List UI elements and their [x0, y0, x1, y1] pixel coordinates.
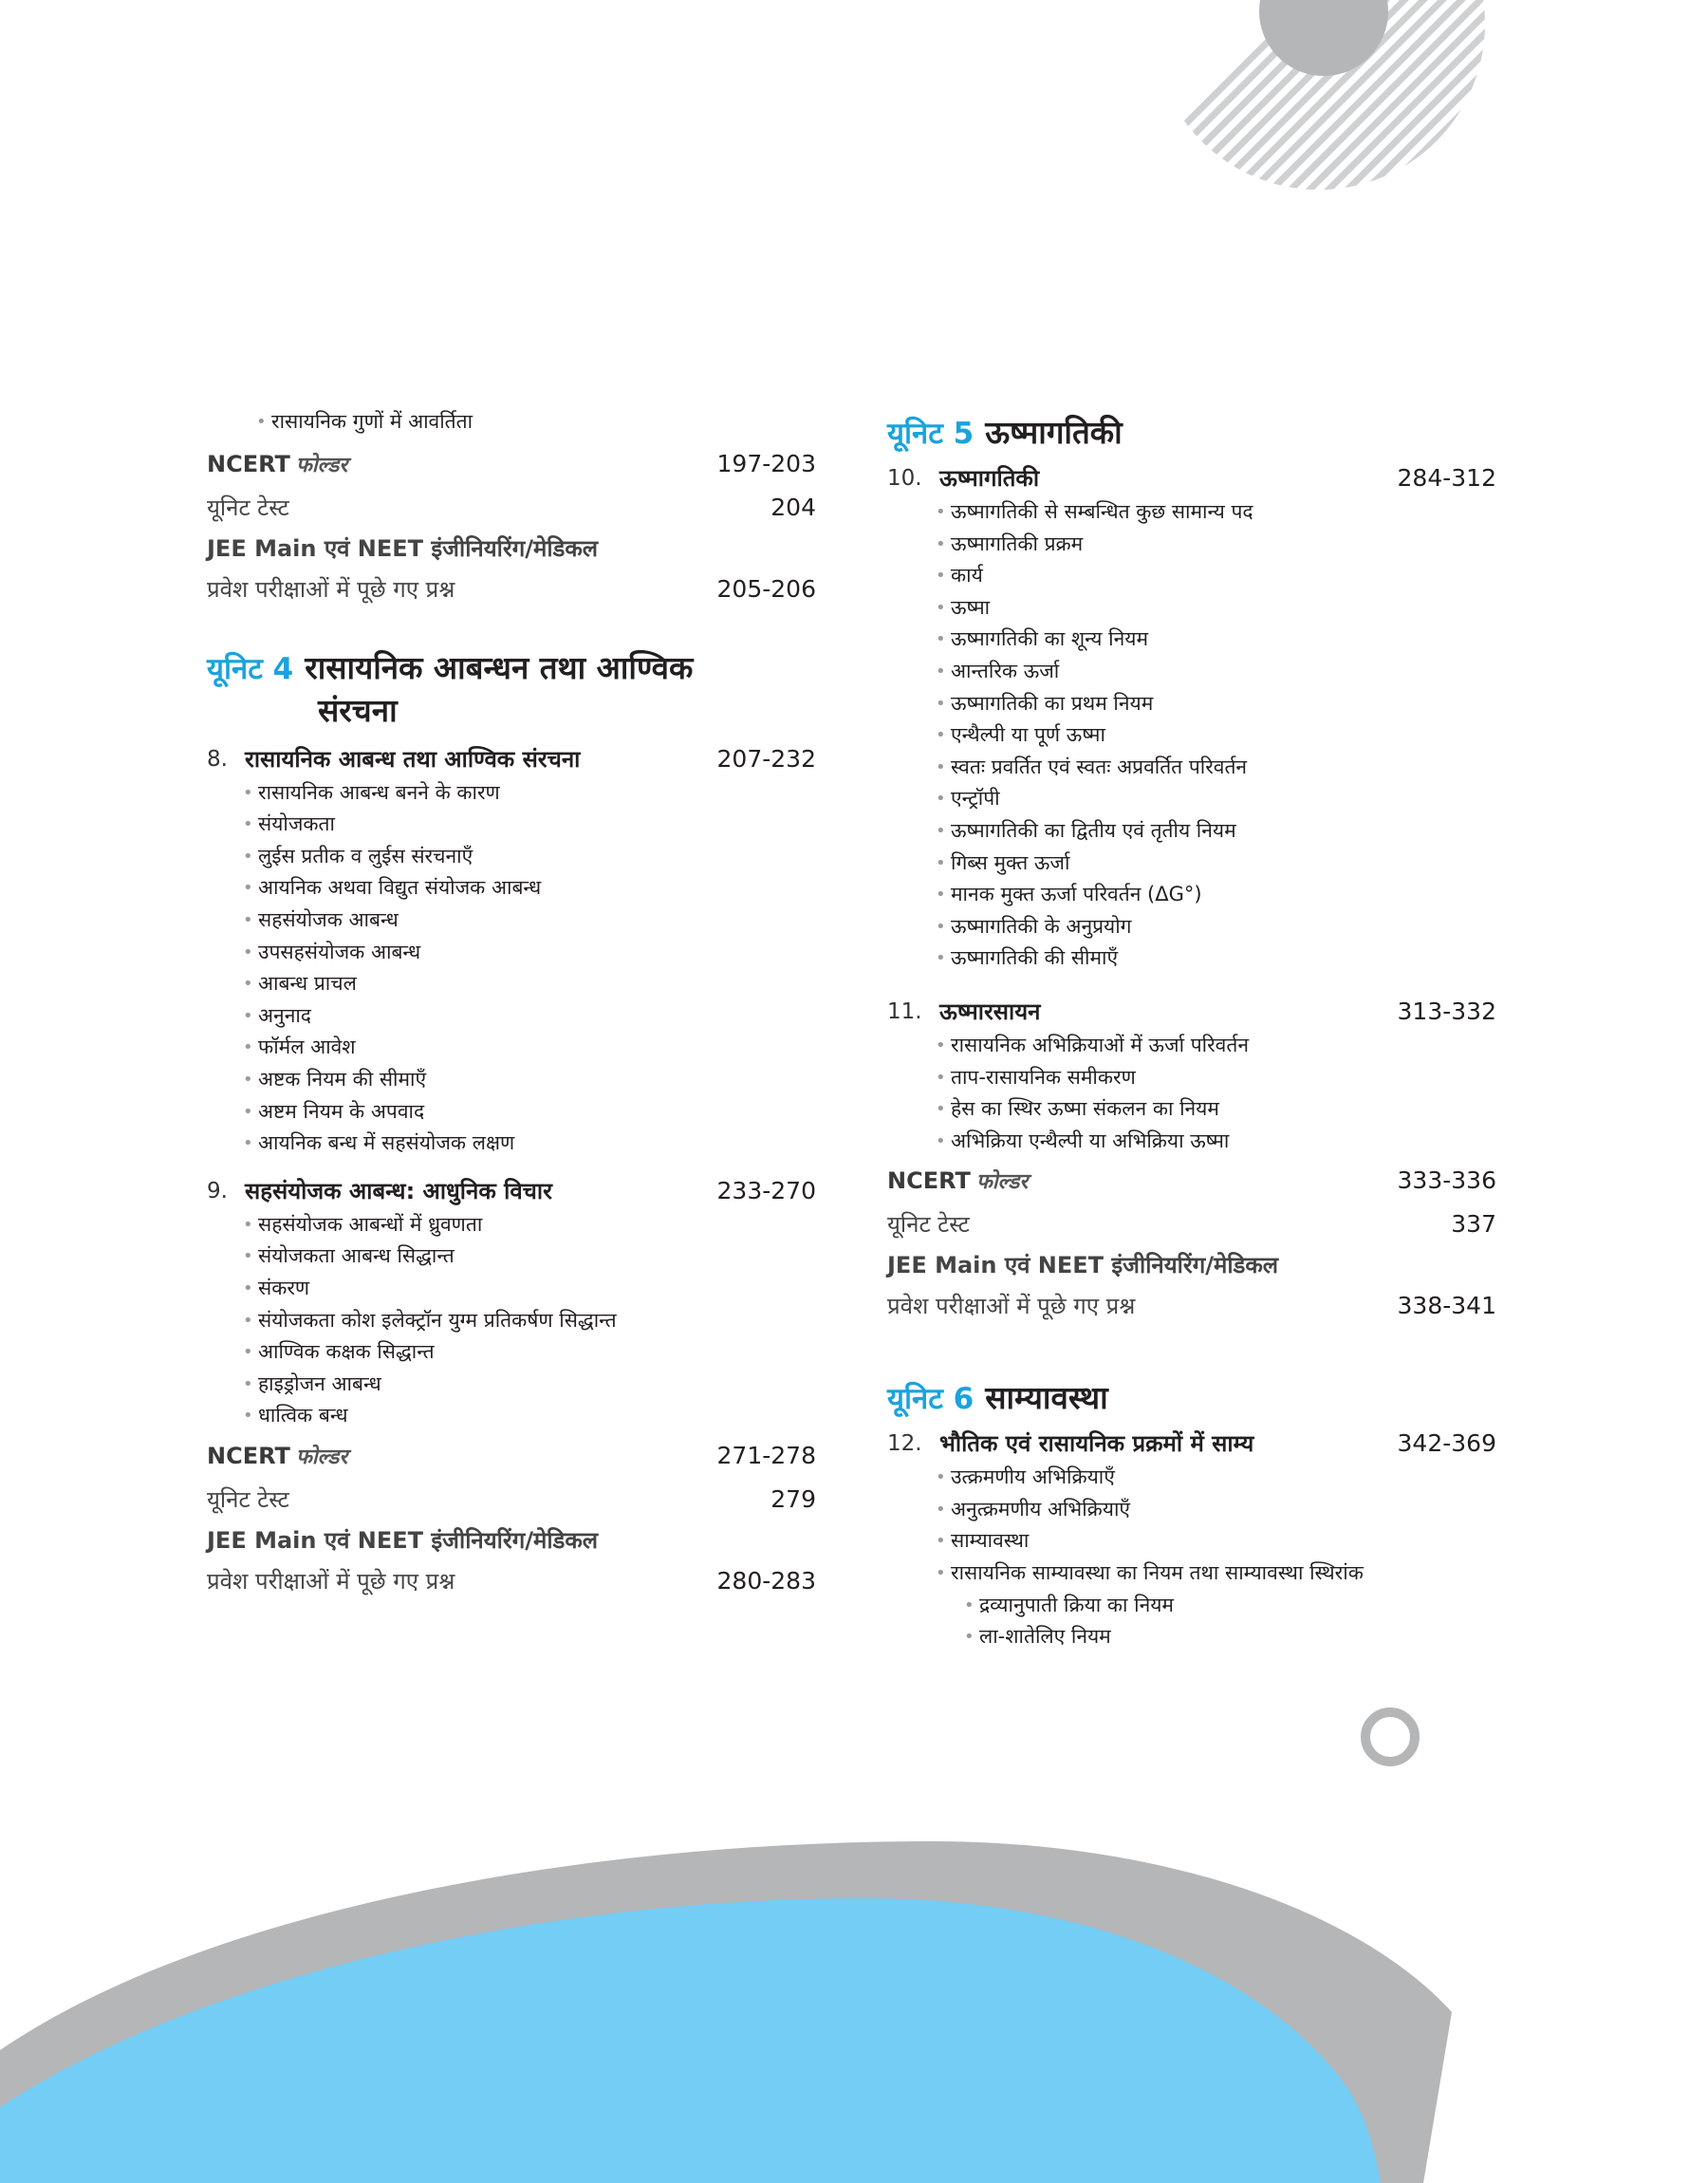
topic-item: • रासायनिक साम्यावस्था का नियम तथा साम्यावस्था स्थिरांक — [951, 1558, 1496, 1590]
chapter-10-entry[interactable] — [887, 460, 1496, 496]
topic-item: • अष्टक नियम की सीमाएँ — [258, 1064, 816, 1096]
ncert-label: NCERT — [207, 450, 290, 477]
topic-item: • रासायनिक गुणों में आवर्तिता — [271, 406, 816, 438]
topic-item: • संयोजकता कोश इलेक्ट्रॉन युग्म प्रतिकर्षण सिद्धान्त — [258, 1305, 816, 1337]
page-range: 271-278 — [716, 1441, 816, 1469]
page-range: 205-206 — [716, 574, 816, 603]
chapter-12-entry[interactable] — [887, 1426, 1496, 1462]
topic-item: • संयोजकता आबन्ध सिद्धान्त — [258, 1241, 816, 1273]
topic-item: • हेस का स्थिर ऊष्मा संकलन का नियम — [951, 1093, 1496, 1126]
exam-label-line2: प्रवेश परीक्षाओं में पूछे गए प्रश्न — [207, 1567, 455, 1595]
folder-label: फोल्डर — [295, 1445, 348, 1469]
page-range: 204 — [770, 493, 816, 521]
left-column — [207, 406, 816, 1603]
unit-test-label: यूनिट टेस्ट — [887, 1211, 970, 1239]
unit-number: यूनिट 5 — [887, 417, 975, 451]
page-range: 313-332 — [1397, 997, 1496, 1025]
chapter-11-entry[interactable] — [887, 994, 1496, 1030]
subtopic-item: • ला-शातेलिए नियम — [951, 1621, 1496, 1653]
page-range: 284-312 — [1397, 464, 1496, 492]
chapter-title: ऊष्मारसायन — [939, 998, 1041, 1025]
page-range: 338-341 — [1397, 1292, 1496, 1320]
unit-test-entry[interactable] — [207, 1478, 816, 1521]
folder-label: फोल्डर — [975, 1170, 1029, 1195]
chapter-11-topics — [887, 1030, 1496, 1157]
page-range: 333-336 — [1397, 1166, 1496, 1195]
right-column — [887, 406, 1496, 1667]
topic-item: • रासायनिक आबन्ध बनने के कारण — [258, 777, 816, 810]
exam-questions-entry-line2[interactable] — [887, 1284, 1496, 1328]
unit-number: यूनिट 4 — [207, 651, 294, 686]
chapter-8-topics — [207, 777, 816, 1160]
unit-title: साम्यावस्था — [985, 1379, 1108, 1417]
subtopic-item: • द्रव्यानुपाती क्रिया का नियम — [951, 1590, 1496, 1622]
chapter-9-entry[interactable] — [207, 1173, 816, 1209]
topic-item: • धात्विक बन्ध — [258, 1400, 816, 1432]
chapter-title: रासायनिक आबन्ध तथा आण्विक संरचना — [245, 745, 581, 773]
page-range: 279 — [770, 1484, 816, 1513]
page-range: 337 — [1451, 1210, 1496, 1239]
exam-label-line2: प्रवेश परीक्षाओं में पूछे गए प्रश्न — [887, 1293, 1136, 1320]
page-range: 197-203 — [716, 449, 816, 477]
chapter-title: सहसंयोजक आबन्ध: आधुनिक विचार — [245, 1177, 552, 1204]
chapter-number: 12. — [887, 1431, 922, 1457]
topic-item: • ऊष्मागतिकी के अनुप्रयोग — [951, 911, 1496, 943]
unit-test-label: यूनिट टेस्ट — [207, 494, 289, 521]
top-right-decoration — [1167, 0, 1547, 199]
topic-item: • आयनिक अथवा विद्युत संयोजक आबन्ध — [258, 872, 816, 905]
topic-item: • ऊष्मागतिकी का शून्य नियम — [951, 624, 1496, 656]
topic-item: • कार्य — [951, 560, 1496, 592]
page-range: 342-369 — [1397, 1429, 1496, 1458]
topic-item: • उत्क्रमणीय अभिक्रियाएँ — [951, 1462, 1496, 1494]
unit-6-heading — [887, 1375, 1496, 1418]
topic-item: • अनुत्क्रमणीय अभिक्रियाएँ — [951, 1494, 1496, 1526]
chapter-number: 11. — [887, 998, 922, 1024]
unit-title-line2: संरचना — [318, 691, 398, 729]
topic-item: • आण्विक कक्षक सिद्धान्त — [258, 1336, 816, 1369]
topic-item: • लुईस प्रतीक व लुईस संरचनाएँ — [258, 841, 816, 873]
exam-questions-entry-line2[interactable] — [207, 1559, 816, 1603]
chapter-10-topics — [887, 496, 1496, 975]
topic-item: • ऊष्मागतिकी प्रक्रम — [951, 529, 1496, 561]
exam-label-line1: JEE Main एवं NEET इंजीनियरिंग/मेडिकल — [887, 1252, 1279, 1279]
topic-item: • उपसहसंयोजक आबन्ध — [258, 937, 816, 969]
exam-label-line2: प्रवेश परीक्षाओं में पूछे गए प्रश्न — [207, 575, 455, 603]
exam-questions-entry[interactable] — [207, 530, 816, 568]
topic-item: • ताप-रासायनिक समीकरण — [951, 1062, 1496, 1094]
chapter-9-topics — [207, 1209, 816, 1432]
topic-item: • अभिक्रिया एन्थैल्पी या अभिक्रिया ऊष्मा — [951, 1126, 1496, 1158]
topic-item: • साम्यावस्था — [951, 1525, 1496, 1558]
exam-label-line1: JEE Main एवं NEET इंजीनियरिंग/मेडिकल — [207, 534, 599, 562]
chapter-12-topics — [887, 1462, 1496, 1653]
unit-title: ऊष्मागतिकी — [985, 414, 1123, 451]
chapter-number: 9. — [207, 1178, 228, 1203]
topic-item: • ऊष्मागतिकी से सम्बन्धित कुछ सामान्य पद — [951, 496, 1496, 529]
folder-label: फोल्डर — [295, 453, 348, 477]
ncert-folder-entry[interactable] — [887, 1159, 1496, 1203]
ring-decoration — [1352, 1699, 1428, 1775]
topic-item: • ऊष्मा — [951, 592, 1496, 625]
topic-item: • ऊष्मागतिकी का द्वितीय एवं तृतीय नियम — [951, 815, 1496, 848]
ncert-folder-entry[interactable] — [207, 1434, 816, 1478]
topic-item: • एन्ट्रॉपी — [951, 783, 1496, 815]
topic-item: • गिब्स मुक्त ऊर्जा — [951, 848, 1496, 880]
topic-item: • ऊष्मागतिकी का प्रथम नियम — [951, 688, 1496, 720]
topic-list — [207, 406, 816, 438]
topic-item: • मानक मुक्त ऊर्जा परिवर्तन (ΔG°) — [951, 879, 1496, 911]
unit-number: यूनिट 6 — [887, 1382, 975, 1417]
ncert-label: NCERT — [207, 1442, 290, 1469]
unit-test-entry[interactable] — [887, 1203, 1496, 1246]
topic-item: • एन्थैल्पी या पूर्ण ऊष्मा — [951, 719, 1496, 752]
chapter-title: ऊष्मागतिकी — [939, 465, 1040, 492]
bottom-wave-decoration — [0, 1803, 1708, 2183]
exam-questions-entry-line2[interactable] — [207, 568, 816, 611]
topic-item: • सहसंयोजक आबन्ध — [258, 905, 816, 937]
topic-item: • ऊष्मागतिकी की सीमाएँ — [951, 942, 1496, 975]
topic-item: • रासायनिक अभिक्रियाओं में ऊर्जा परिवर्तन — [951, 1030, 1496, 1062]
chapter-number: 10. — [887, 466, 922, 491]
topic-item: • अष्टम नियम के अपवाद — [258, 1096, 816, 1129]
topic-item: • आबन्ध प्राचल — [258, 968, 816, 1000]
topic-item: • फॉर्मल आवेश — [258, 1032, 816, 1064]
page-range: 207-232 — [716, 744, 816, 773]
chapter-title: भौतिक एवं रासायनिक प्रक्रमों में साम्य — [939, 1430, 1254, 1458]
chapter-number: 8. — [207, 746, 228, 772]
unit-title: रासायनिक आबन्धन तथा आण्विक — [305, 648, 694, 686]
unit-5-heading — [887, 410, 1496, 453]
exam-label-line1: JEE Main एवं NEET इंजीनियरिंग/मेडिकल — [207, 1526, 599, 1554]
topic-item: • अनुनाद — [258, 1000, 816, 1033]
topic-item: • सहसंयोजक आबन्धों में ध्रुवणता — [258, 1209, 816, 1241]
ncert-label: NCERT — [887, 1167, 971, 1195]
unit-4-heading — [207, 645, 816, 734]
exam-questions-entry[interactable] — [887, 1246, 1496, 1284]
topic-item: • संकरण — [258, 1273, 816, 1305]
topic-item: • संयोजकता — [258, 809, 816, 841]
ncert-folder-entry[interactable] — [207, 442, 816, 486]
topic-item: • आयनिक बन्ध में सहसंयोजक लक्षण — [258, 1128, 816, 1160]
unit-test-entry[interactable] — [207, 486, 816, 530]
topic-item: • हाइड्रोजन आबन्ध — [258, 1369, 816, 1401]
page-range: 233-270 — [716, 1176, 816, 1204]
unit-test-label: यूनिट टेस्ट — [207, 1485, 289, 1513]
chapter-8-entry[interactable] — [207, 741, 816, 777]
topic-item: • आन्तरिक ऊर्जा — [951, 656, 1496, 688]
exam-questions-entry[interactable] — [207, 1521, 816, 1559]
page-range: 280-283 — [716, 1566, 816, 1595]
topic-item: • स्वतः प्रवर्तित एवं स्वतः अप्रवर्तित परिवर्तन — [951, 752, 1496, 784]
